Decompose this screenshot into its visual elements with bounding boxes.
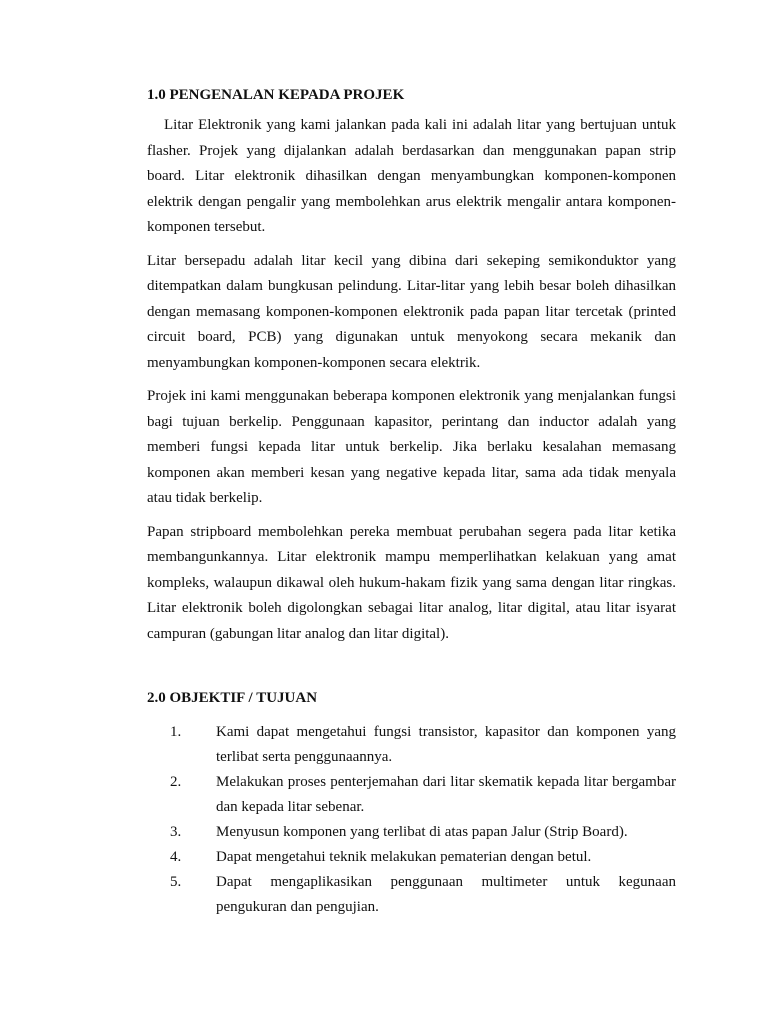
- list-item-text: Dapat mengaplikasikan penggunaan multimeter untuk kegunaan pengukuran dan pengujian.: [216, 874, 676, 915]
- list-item-number: 5.: [170, 874, 182, 890]
- list-item-text: Menyusun komponen yang terlibat di atas papan Jalur (Strip Board).: [216, 824, 628, 840]
- list-item-text: Melakukan proses penterjemahan dari litar skematik kepada litar bergambar dan kepada litar sebenar.: [216, 774, 676, 815]
- list-item-number: 3.: [170, 824, 182, 840]
- list-item: [147, 820, 676, 845]
- list-item: [147, 720, 676, 770]
- intro-paragraph-2: Litar bersepadu adalah litar kecil yang dibina dari sekeping semikonduktor yang ditempatkan dalam bungkusan pelindung. Litar-litar yang lebih besar boleh dihasilkan dengan memasang komponen-komponen elektronik pada papan litar tercetak (printed circuit board, PCB) yang digunakan untuk menyokong secara mekanik dan menyambungkan komponen-komponen secara elektrik.: [147, 252, 676, 371]
- section-1-heading: 1.0 PENGENALAN KEPADA PROJEK: [147, 87, 405, 103]
- section-2-heading: 2.0 OBJEKTIF / TUJUAN: [147, 690, 318, 706]
- list-item-number: 2.: [170, 774, 182, 790]
- list-item-number: 1.: [170, 724, 182, 740]
- intro-paragraph-4: Papan stripboard membolehkan pereka membuat perubahan segera pada litar ketika membangunkannya. Litar elektronik mampu memperlihatkan kelakuan yang amat kompleks, walaupun dikawal oleh hukum-hakam fizik yang sama dengan litar ringkas. Litar elektronik boleh digolongkan sebagai litar analog, litar digital, atau litar isyarat campuran (gabungan litar analog dan litar digital).: [147, 523, 676, 642]
- objectives-list: [147, 720, 676, 920]
- list-item-text: Dapat mengetahui teknik melakukan pematerian dengan betul.: [216, 849, 592, 865]
- intro-paragraph-3: Projek ini kami menggunakan beberapa komponen elektronik yang menjalankan fungsi bagi tujuan berkelip. Penggunaan kapasitor, perintang dan inductor adalah yang memberi fungsi kepada litar untuk berkelip. Jika berlaku kesalahan memasang komponen akan memberi kesan yang negative kepada litar, sama ada tidak menyala atau tidak berkelip.: [147, 388, 676, 506]
- list-item-text: Kami dapat mengetahui fungsi transistor, kapasitor dan komponen yang terlibat serta penggunaannya.: [216, 724, 676, 765]
- list-item-number: 4.: [170, 849, 182, 865]
- list-item: [147, 870, 676, 920]
- list-item: [147, 845, 676, 870]
- list-item: [147, 770, 676, 820]
- intro-paragraph-1: Litar Elektronik yang kami jalankan pada kali ini adalah litar yang bertujuan untuk flasher. Projek yang dijalankan adalah berdasarkan dan menggunakan papan strip board. Litar elektronik dihasilkan dengan menyambungkan komponen-komponen elektrik dengan pengalir yang membolehkan arus elektrik mengalir antara komponen-komponen tersebut.: [147, 117, 676, 235]
